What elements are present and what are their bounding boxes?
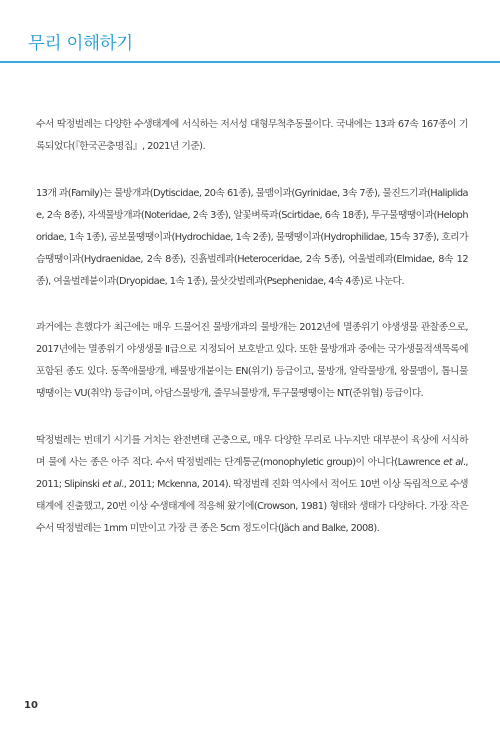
- paragraph-evolution: [36, 430, 468, 540]
- section-title: 무리 이해하기: [28, 34, 133, 54]
- paragraph-conservation: [36, 317, 468, 405]
- body-text: [36, 114, 468, 564]
- header-divider: [0, 61, 500, 63]
- page-number: 10: [24, 700, 38, 711]
- paragraph-intro: [36, 114, 468, 158]
- paragraph-families: [36, 183, 468, 293]
- italic-text: et al: [443, 456, 463, 468]
- italic-text: et al: [102, 478, 122, 490]
- paragraph-text: 딱정벌레는 번데기 시기를 거치는 완전변태 곤충으로, 매우 다양한 무리로 나누지만 대부분이 육상에 서식하며 물에 사는 종은 아주 적다. 수서 딱정벌레는 단계통군(monophyletic group)이 아니다(Lawrence: [36, 434, 468, 468]
- paragraph-text: ., 2011; Mckenna, 2014). 딱정벌레 진화 역사에서 적어도 10번 이상 독립적으로 수생태계에 진출했고, 20번 이상 수생태계에 적응해 왔기에(Crowson, 1981) 형태와 생태가 다양하다. 가장 작은 수서 딱정벌레는 1mm 미만이고 가장 큰 종은 5cm 정도이다(Jäch and Balke, 2008).: [36, 478, 468, 534]
- paragraph-text: 과거에는 흔했다가 최근에는 매우 드물어진 물방개과의 물방개는 2012년에 멸종위기 야생생물 관찰종으로, 2017년에는 멸종위기 야생생물 Ⅱ급으로 지정되어 보호받고 있다. 또한 물방개과 중에는 국가생물적색목록에 포함된 종도 있다. 동쪽애물방개, 배물방개붙이는 EN(위기) 등급이고, 물방개, 알락물방개, 왕물맴이, 톱니물땡땡이는 VU(취약) 등급이며, 아담스물방개, 줄무늬물방개, 투구물땡땡이는 NT(준위협) 등급이다.: [36, 322, 468, 399]
- paragraph-text: 13개 과(Family)는 물방개과(Dytiscidae, 20속 61종), 물맴이과(Gyrinidae, 3속 7종), 물진드기과(Haliplidae, 2속 8종), 자색물방개과(Noteridae, 2속 3종), 알꽃벼룩과(Scirtidae, 6속 18종), 투구물땡땡이과(Helophoridae, 1속 1종), 곰보물땡땡이과(Hydrochidae, 1속 2종), 물땡땡이과(Hydrophilidae, 15속 37종), 호리가슴땡땡이과(Hydraenidae, 2속 8종), 진흙벌레과(Heteroceridae, 2속 5종), 여울벌레과(Elmidae, 8속 12종), 여울벌레붙이과(Dryopidae, 1속 1종), 물삿갓벌레과(Psephenidae, 4속 4종)로 나눈다.: [36, 187, 468, 287]
- paragraph-text: 수서 딱정벌레는 다양한 수생태계에 서식하는 저서성 대형무척추동물이다. 국내에는 13과 67속 167종이 기록되었다(『한국곤충명집』, 2021년 기준).: [36, 119, 468, 152]
- paragraph-text: ., 2011; Slipinski: [36, 456, 468, 490]
- page-header: [0, 0, 500, 64]
